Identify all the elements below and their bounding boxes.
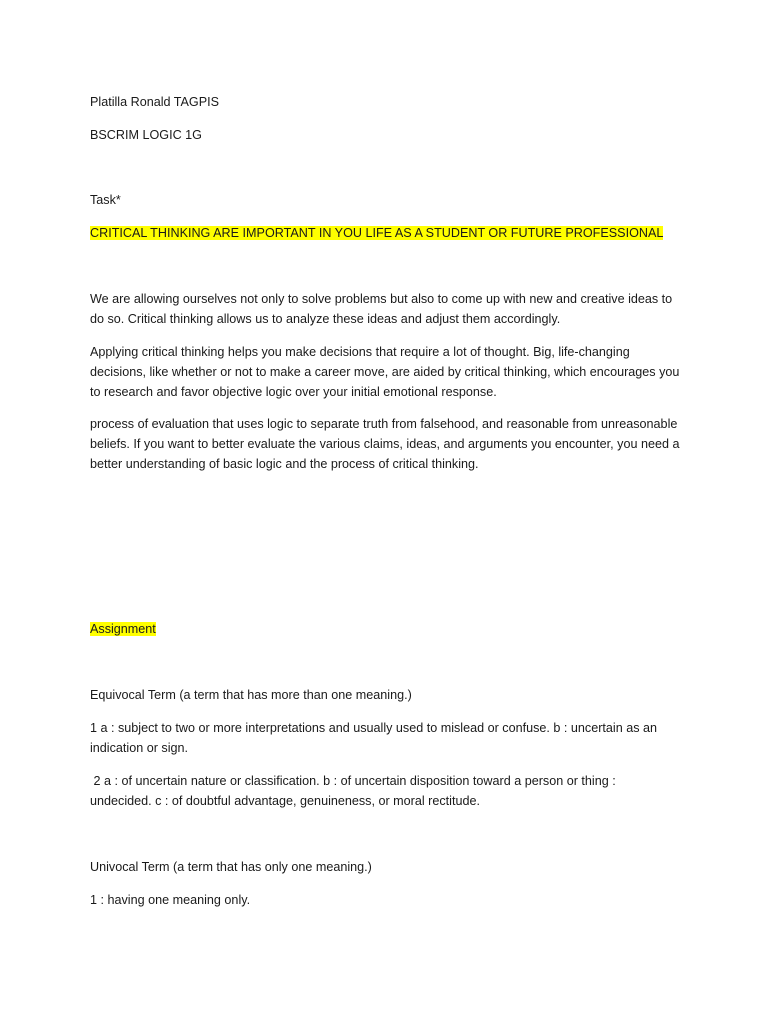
assignment-label: [90, 619, 680, 639]
equivocal-definition-2: 2 a : of uncertain nature or classification. b : of uncertain disposition toward a person or thing : undecided. c : of doubtful advantage, genuineness, or moral rectitude.: [90, 774, 620, 808]
task-heading-highlight: CRITICAL THINKING ARE IMPORTANT IN YOU LIFE AS A STUDENT OR FUTURE PROFESSIONAL: [90, 226, 664, 240]
student-name: Platilla Ronald TAGPIS: [90, 95, 220, 109]
task-paragraph-3: process of evaluation that uses logic to separate truth from falsehood, and reasonable from unreasonable beliefs. If you want to better evaluate the various claims, ideas, and arguments you encounter, you need a better understanding of basic logic and the process of critical thinking.: [90, 417, 680, 471]
equivocal-term-title: Equivocal Term (a term that has more than one meaning.): [90, 688, 412, 702]
task-paragraph-1: We are allowing ourselves not only to solve problems but also to come up with new and creative ideas to do so. Critical thinking allows us to analyze these ideas and adjust them accordingly.: [90, 292, 673, 326]
course-code: BSCRIM LOGIC 1G: [90, 128, 202, 142]
task-heading: [90, 223, 680, 243]
assignment-label-highlight: Assignment: [90, 622, 156, 636]
univocal-definition-1: 1 : having one meaning only.: [90, 893, 251, 907]
task-paragraph-2: Applying critical thinking helps you make decisions that require a lot of thought. Big, life-changing decisions, like whether or not to make a career move, are aided by critical thinking, which encourages you to research and favor objective logic over your initial emotional response.: [90, 345, 680, 399]
task-label: Task*: [90, 193, 121, 207]
equivocal-definition-1: 1 a : subject to two or more interpretations and usually used to mislead or confuse. b : uncertain as an indication or sign.: [90, 721, 661, 755]
univocal-term-title: Univocal Term (a term that has only one meaning.): [90, 860, 372, 874]
